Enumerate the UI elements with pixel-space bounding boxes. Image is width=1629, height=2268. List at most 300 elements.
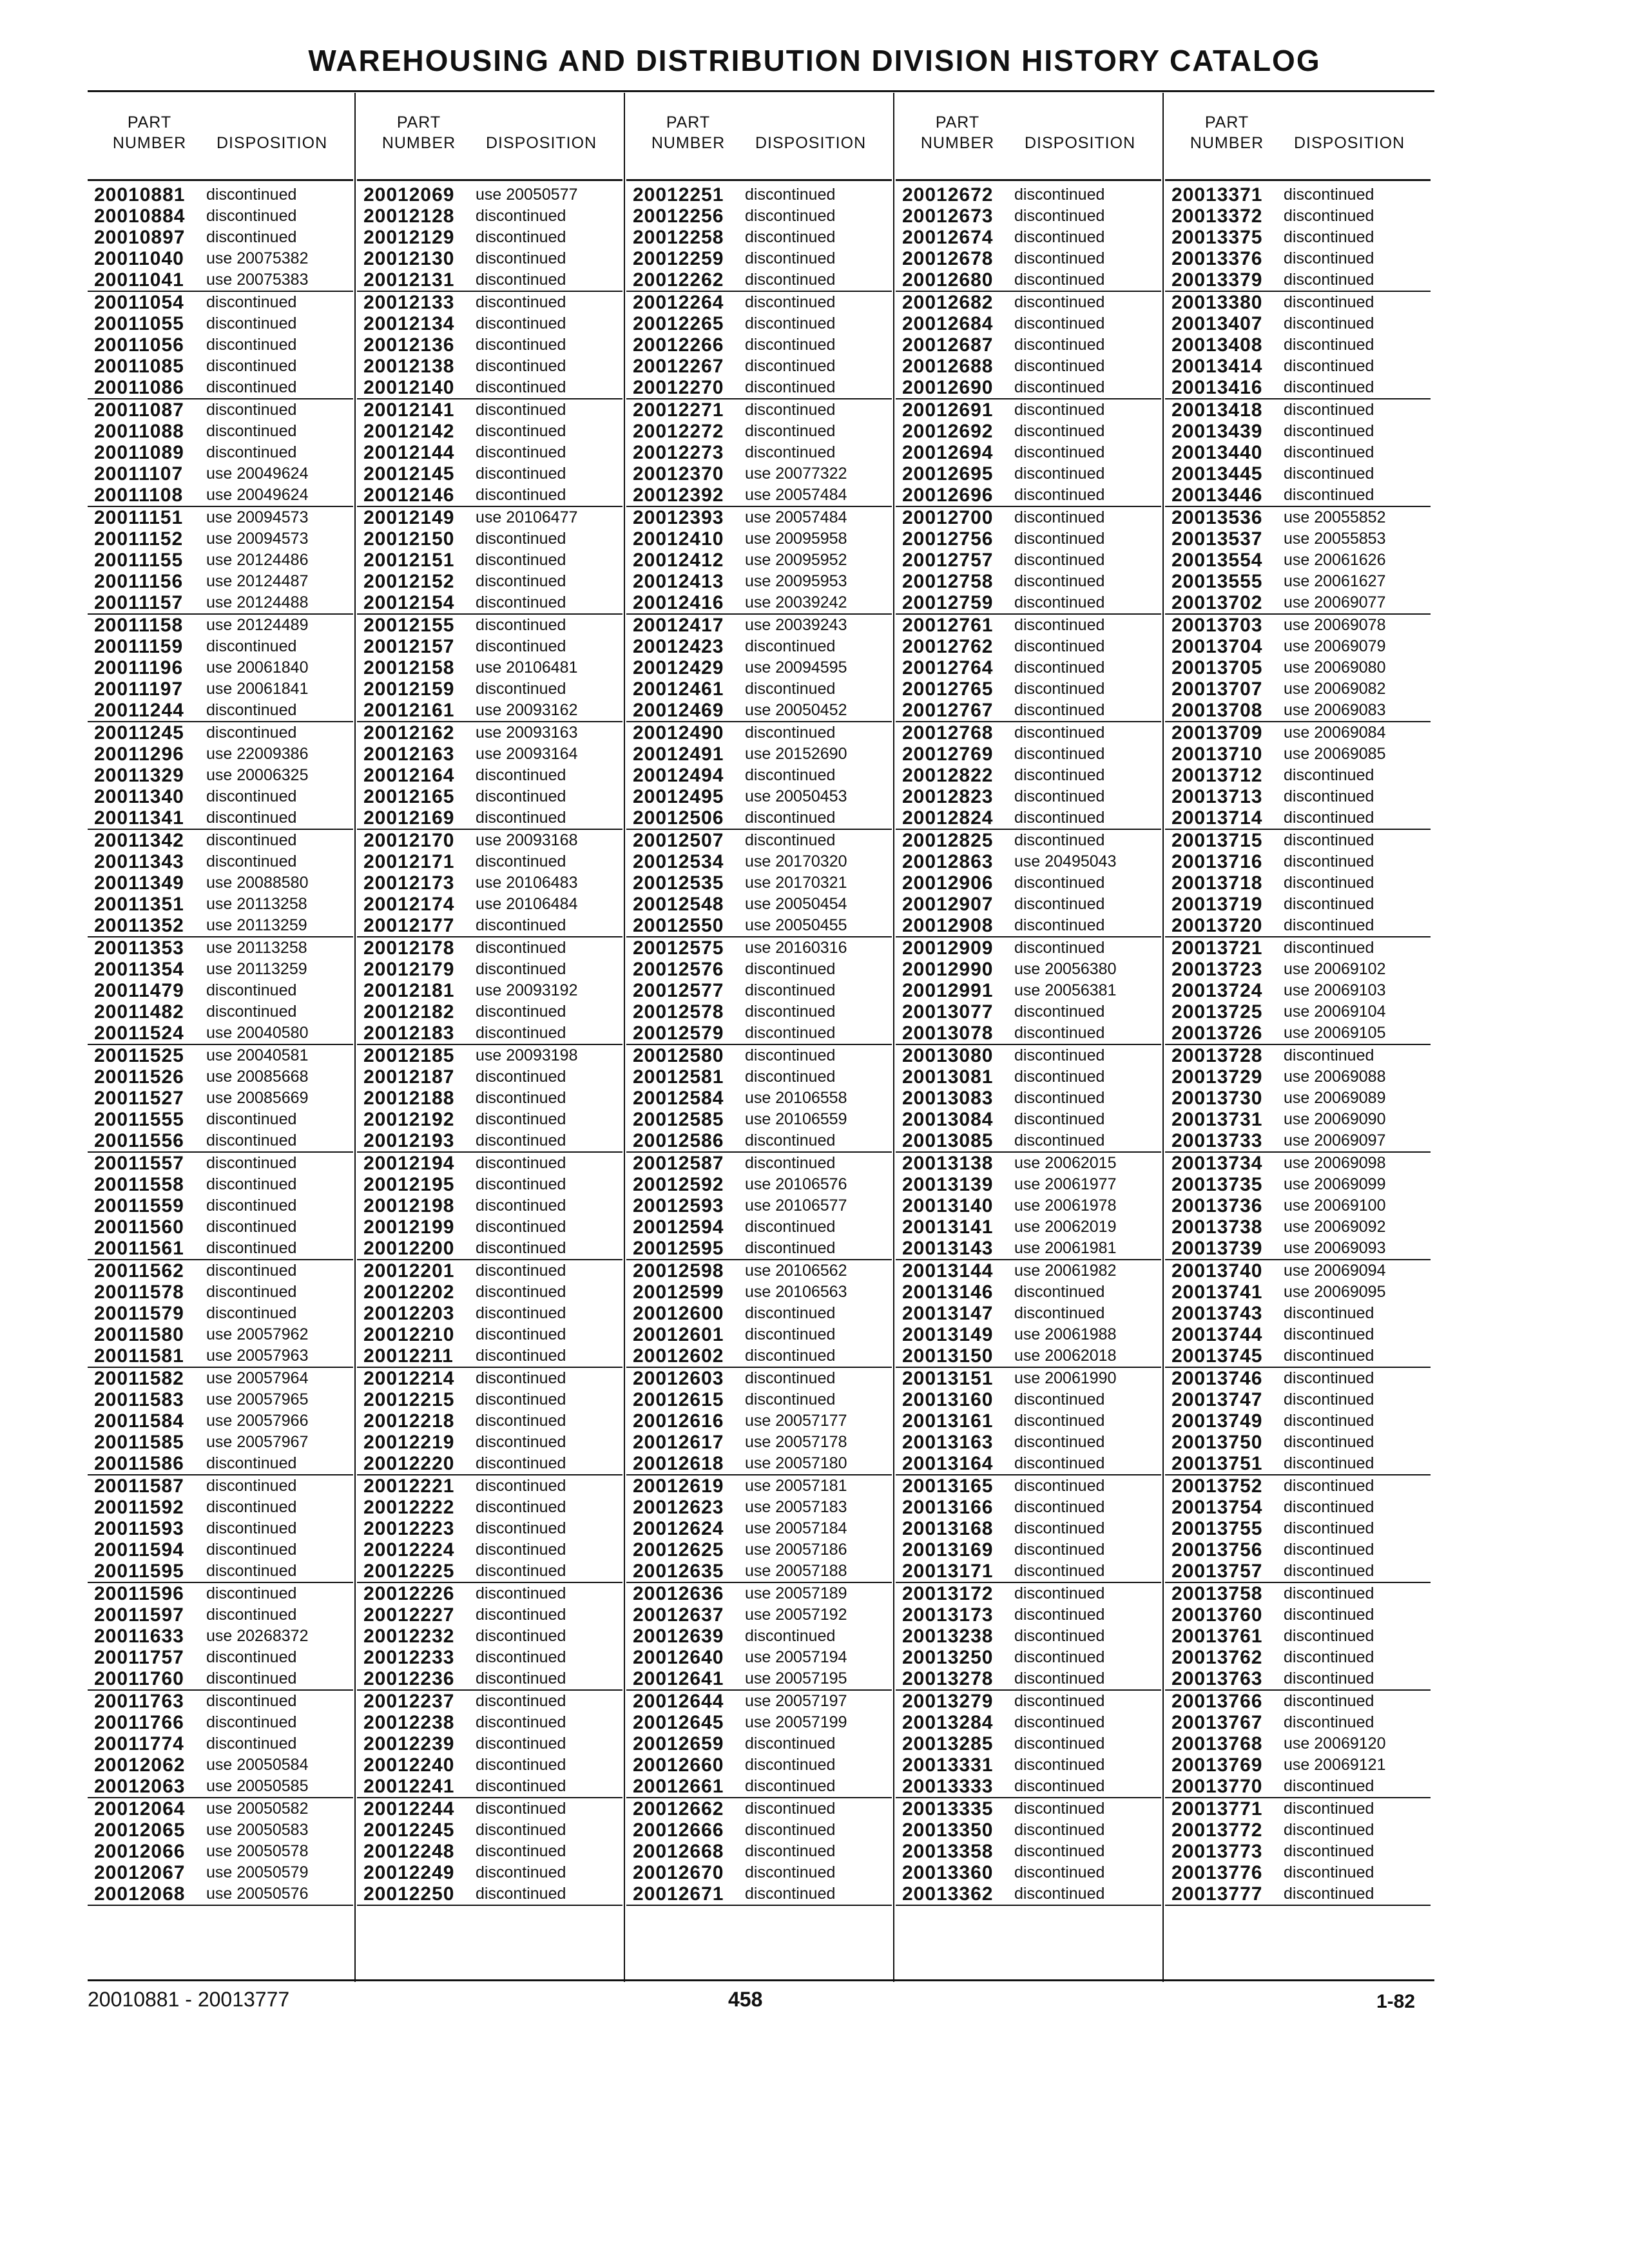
disposition: discontinued (206, 422, 297, 440)
part-number: 20011151 (94, 507, 184, 528)
disposition: discontinued (476, 336, 566, 354)
table-row (357, 1368, 622, 1389)
disposition: use 20106563 (745, 1283, 847, 1301)
part-number: 20012065 (94, 1820, 186, 1841)
table-row (896, 1841, 1161, 1862)
disposition: discontinued (476, 1842, 566, 1860)
part-number: 20011527 (94, 1088, 184, 1109)
disposition: use 20050453 (745, 787, 847, 805)
disposition: discontinued (206, 701, 297, 719)
table-row (88, 269, 353, 292)
disposition: discontinued (745, 1131, 836, 1149)
disposition: discontinued (206, 378, 297, 396)
table-row (1165, 399, 1431, 421)
disposition: discontinued (1014, 1777, 1105, 1795)
part-number: 20012264 (633, 292, 724, 313)
table-row (357, 1153, 622, 1174)
table-row (357, 1497, 622, 1518)
part-number: 20013278 (902, 1668, 994, 1689)
table-row (88, 313, 353, 334)
catalog-column (88, 93, 353, 1982)
disposition: use 20113259 (206, 916, 307, 934)
table-row (896, 722, 1161, 744)
disposition: discontinued (476, 1068, 566, 1086)
table-row (626, 463, 892, 485)
table-row (88, 227, 353, 248)
part-number: 20012244 (363, 1798, 455, 1820)
part-number: 20011343 (94, 851, 184, 872)
table-row (357, 1238, 622, 1260)
table-row (626, 528, 892, 550)
table-row (896, 830, 1161, 851)
disposition: discontinued (1284, 809, 1374, 827)
table-row (1165, 1023, 1431, 1045)
header-rule (88, 179, 353, 181)
table-row (896, 1130, 1161, 1153)
part-number: 20013762 (1171, 1647, 1263, 1668)
part-number: 20011562 (94, 1260, 184, 1282)
disposition: discontinued (206, 1110, 297, 1128)
disposition: discontinued (745, 207, 836, 225)
disposition: discontinued (745, 1154, 836, 1172)
part-number: 20012603 (633, 1368, 724, 1389)
disposition: use 20057178 (745, 1433, 847, 1451)
table-row (896, 1345, 1161, 1368)
table-row (626, 1345, 892, 1368)
disposition: discontinued (1284, 293, 1374, 311)
disposition: use 20006325 (206, 766, 309, 784)
disposition: discontinued (1284, 207, 1374, 225)
disposition: discontinued (745, 249, 836, 267)
table-row (1165, 1518, 1431, 1539)
part-number: 20012495 (633, 786, 724, 807)
table-row (626, 227, 892, 248)
table-row (1165, 700, 1431, 722)
disposition: use 20069097 (1284, 1131, 1386, 1149)
table-row (88, 765, 353, 786)
table-row (88, 292, 353, 313)
table-row (896, 227, 1161, 248)
part-number: 20012177 (363, 915, 455, 936)
disposition: discontinued (476, 1196, 566, 1215)
disposition: use 20062018 (1014, 1347, 1117, 1365)
disposition: discontinued (476, 1089, 566, 1107)
disposition: discontinued (1284, 895, 1374, 913)
part-number: 20011340 (94, 786, 184, 807)
disposition: discontinued (1014, 1110, 1105, 1128)
table-row (896, 1733, 1161, 1754)
table-row (357, 1798, 622, 1820)
disposition: discontinued (1014, 422, 1105, 440)
part-number: 20013081 (902, 1066, 994, 1088)
table-row (1165, 184, 1431, 206)
part-number: 20013147 (902, 1303, 994, 1324)
part-number: 20013741 (1171, 1282, 1263, 1303)
part-number: 20012154 (363, 592, 455, 613)
part-number: 20012593 (633, 1195, 724, 1216)
disposition: use 20069088 (1284, 1068, 1386, 1086)
disposition: use 20062019 (1014, 1218, 1117, 1236)
table-row (1165, 851, 1431, 872)
part-number: 20012265 (633, 313, 724, 334)
table-row (88, 248, 353, 269)
part-number: 20013238 (902, 1626, 994, 1647)
disposition: discontinued (1014, 1477, 1105, 1495)
disposition: discontinued (476, 1800, 566, 1818)
part-number: 20012595 (633, 1238, 724, 1259)
part-number: 20012182 (363, 1001, 455, 1023)
part-number: 20013165 (902, 1475, 994, 1497)
part-number-header (919, 112, 996, 153)
table-row (1165, 915, 1431, 937)
table-row (896, 1389, 1161, 1410)
header-rule (626, 179, 892, 181)
disposition: discontinued (476, 422, 566, 440)
part-number: 20013360 (902, 1862, 994, 1883)
part-number: 20011586 (94, 1453, 184, 1474)
table-row (626, 1841, 892, 1862)
table-row (626, 442, 892, 463)
disposition: use 20050576 (206, 1885, 309, 1903)
disposition: discontinued (476, 378, 566, 396)
table-row (357, 1647, 622, 1668)
part-number: 20012768 (902, 722, 994, 744)
part-number: 20012188 (363, 1088, 455, 1109)
part-number: 20012152 (363, 571, 455, 592)
table-row (896, 1604, 1161, 1626)
part-number: 20012262 (633, 269, 724, 291)
part-number: 20013333 (902, 1776, 994, 1797)
part-number: 20012769 (902, 744, 994, 765)
part-number: 20013754 (1171, 1497, 1263, 1518)
disposition: use 20057177 (745, 1412, 847, 1430)
table-row (896, 657, 1161, 678)
table-row (896, 678, 1161, 700)
disposition: discontinued (1284, 336, 1374, 354)
table-row (357, 442, 622, 463)
part-number: 20011152 (94, 528, 184, 550)
disposition: discontinued (1014, 293, 1105, 311)
disposition: discontinued (745, 422, 836, 440)
table-row (1165, 1691, 1431, 1712)
disposition: use 20077322 (745, 465, 847, 483)
disposition: discontinued (206, 809, 297, 827)
part-number: 20012756 (902, 528, 994, 550)
part-number: 20013712 (1171, 765, 1263, 786)
table-row (357, 1045, 622, 1066)
table-row (1165, 1282, 1431, 1303)
table-row (357, 915, 622, 937)
disposition: discontinued (476, 357, 566, 375)
part-number: 20012417 (633, 615, 724, 636)
disposition: use 20061988 (1014, 1325, 1117, 1343)
table-row (88, 851, 353, 872)
part-number: 20012682 (902, 292, 994, 313)
disposition: discontinued (1284, 249, 1374, 267)
part-number: 20013380 (1171, 292, 1263, 313)
part-number: 20012258 (633, 227, 724, 248)
part-number: 20013169 (902, 1539, 994, 1561)
part-number: 20011557 (94, 1153, 184, 1174)
part-number: 20012670 (633, 1862, 724, 1883)
disposition: use 20495043 (1014, 852, 1117, 870)
disposition: discontinued (1014, 1390, 1105, 1408)
disposition: use 20061627 (1284, 572, 1386, 590)
part-number: 20013149 (902, 1324, 994, 1345)
table-row (88, 442, 353, 463)
part-number: 20011055 (94, 313, 184, 334)
disposition: discontinued (745, 378, 836, 396)
disposition: discontinued (1014, 465, 1105, 483)
table-row (1165, 1604, 1431, 1626)
disposition: discontinued (476, 1347, 566, 1365)
disposition: discontinued (1284, 357, 1374, 375)
part-number: 20011582 (94, 1368, 184, 1389)
disposition: discontinued (1284, 486, 1374, 504)
part-number: 20012136 (363, 334, 455, 356)
part-number: 20012181 (363, 980, 455, 1001)
table-row (357, 1604, 622, 1626)
table-row (88, 1798, 353, 1820)
part-number: 20012185 (363, 1045, 455, 1066)
disposition: use 20075383 (206, 271, 309, 289)
part-header-line1: PART (666, 113, 711, 131)
disposition: discontinued (1014, 1562, 1105, 1580)
disposition: use 20057484 (745, 508, 847, 526)
part-number: 20013077 (902, 1001, 994, 1023)
table-row (357, 1583, 622, 1604)
table-row (357, 377, 622, 399)
table-row (896, 1475, 1161, 1497)
part-number: 20012907 (902, 894, 994, 915)
table-row (88, 421, 353, 442)
table-row (88, 1883, 353, 1906)
table-row (88, 807, 353, 830)
part-number: 20013144 (902, 1260, 994, 1282)
disposition: use 20061840 (206, 658, 309, 677)
column-header (1165, 112, 1431, 177)
part-header-line1: PART (396, 113, 441, 131)
part-number: 20013719 (1171, 894, 1263, 915)
disposition: use 20057197 (745, 1692, 847, 1710)
part-number: 20012133 (363, 292, 455, 313)
disposition: discontinued (476, 1283, 566, 1301)
part-number: 20012461 (633, 678, 724, 700)
table-row (88, 959, 353, 980)
part-number: 20011594 (94, 1539, 184, 1561)
part-number: 20012393 (633, 507, 724, 528)
disposition: discontinued (1014, 1648, 1105, 1666)
part-number: 20012587 (633, 1153, 724, 1174)
part-number: 20011329 (94, 765, 184, 786)
disposition: discontinued (1014, 939, 1105, 957)
table-row (626, 1303, 892, 1324)
table-row (88, 1410, 353, 1432)
part-number: 20011596 (94, 1583, 184, 1604)
part-number: 20012215 (363, 1389, 455, 1410)
disposition: use 20088580 (206, 874, 309, 892)
part-number: 20012159 (363, 678, 455, 700)
table-row (896, 248, 1161, 269)
disposition: use 20050454 (745, 895, 847, 913)
table-row (896, 1260, 1161, 1282)
disposition: use 20069104 (1284, 1003, 1386, 1021)
part-number: 20012272 (633, 421, 724, 442)
disposition: discontinued (1014, 1024, 1105, 1042)
disposition: discontinued (476, 1863, 566, 1881)
part-header-line1: PART (127, 113, 172, 131)
part-number: 20013738 (1171, 1216, 1263, 1238)
table-row (896, 1820, 1161, 1841)
column-divider (624, 93, 625, 1982)
table-row (1165, 292, 1431, 313)
disposition: discontinued (1014, 1433, 1105, 1451)
table-row (896, 1561, 1161, 1583)
disposition: use 20106558 (745, 1089, 847, 1107)
disposition: discontinued (206, 207, 297, 225)
part-number: 20012429 (633, 657, 724, 678)
disposition: use 20062015 (1014, 1154, 1117, 1172)
part-number: 20011560 (94, 1216, 184, 1238)
table-row (626, 722, 892, 744)
part-number: 20011196 (94, 657, 184, 678)
disposition: use 20095952 (745, 551, 847, 569)
table-row (626, 399, 892, 421)
part-number: 20013771 (1171, 1798, 1263, 1820)
disposition: use 20061977 (1014, 1175, 1117, 1193)
table-row (357, 851, 622, 872)
rows-container (88, 184, 353, 1906)
table-row (357, 1260, 622, 1282)
disposition: use 20069102 (1284, 960, 1386, 978)
part-number: 20012692 (902, 421, 994, 442)
disposition: discontinued (476, 1777, 566, 1795)
part-number: 20012644 (633, 1691, 724, 1712)
part-number: 20012164 (363, 765, 455, 786)
part-number: 20013331 (902, 1754, 994, 1776)
table-row (88, 700, 353, 722)
table-row (626, 1754, 892, 1776)
table-row (88, 1088, 353, 1109)
table-row (626, 1561, 892, 1583)
part-number: 20012203 (363, 1303, 455, 1324)
disposition: use 20152690 (745, 745, 847, 763)
part-number: 20013164 (902, 1453, 994, 1474)
part-number: 20012170 (363, 830, 455, 851)
part-number-header (380, 112, 458, 153)
disposition: use 20069089 (1284, 1089, 1386, 1107)
table-row (896, 442, 1161, 463)
table-row (88, 1324, 353, 1345)
table-row (88, 1130, 353, 1153)
part-number: 20012863 (902, 851, 994, 872)
disposition: discontinued (1014, 1283, 1105, 1301)
table-row (88, 830, 353, 851)
part-number: 20012134 (363, 313, 455, 334)
disposition: discontinued (1284, 1713, 1374, 1731)
table-row (626, 1153, 892, 1174)
disposition: discontinued (476, 1131, 566, 1149)
disposition: discontinued (1014, 207, 1105, 225)
disposition: discontinued (206, 852, 297, 870)
part-number: 20012678 (902, 248, 994, 269)
part-number: 20013750 (1171, 1432, 1263, 1453)
part-number: 20011561 (94, 1238, 184, 1259)
part-number: 20012696 (902, 485, 994, 506)
disposition: discontinued (476, 1218, 566, 1236)
disposition: use 20069083 (1284, 701, 1386, 719)
table-row (626, 1282, 892, 1303)
disposition: use 20057967 (206, 1433, 309, 1451)
rows-container (896, 184, 1161, 1906)
disposition: discontinued (1284, 852, 1374, 870)
table-row (626, 184, 892, 206)
footer-rule (88, 1979, 1434, 1981)
part-number: 20013143 (902, 1238, 994, 1259)
part-number: 20010884 (94, 206, 186, 227)
table-row (626, 959, 892, 980)
disposition: use 20113259 (206, 960, 307, 978)
part-number: 20012169 (363, 807, 455, 829)
disposition: discontinued (476, 787, 566, 805)
disposition: discontinued (1284, 1390, 1374, 1408)
table-row (626, 1668, 892, 1691)
table-row (626, 1798, 892, 1820)
part-number: 20013375 (1171, 227, 1263, 248)
part-number: 20012640 (633, 1647, 724, 1668)
table-row (1165, 463, 1431, 485)
table-row (896, 1518, 1161, 1539)
table-row (626, 744, 892, 765)
column-header (357, 112, 622, 177)
table-row (626, 1862, 892, 1883)
disposition-header: DISPOSITION (1025, 134, 1136, 152)
table-row (896, 528, 1161, 550)
part-number: 20013168 (902, 1518, 994, 1539)
table-row (896, 1798, 1161, 1820)
disposition: discontinued (206, 186, 297, 204)
table-row (1165, 1647, 1431, 1668)
part-number: 20012068 (94, 1883, 186, 1905)
disposition: discontinued (1284, 443, 1374, 461)
table-row (626, 1216, 892, 1238)
table-row (1165, 485, 1431, 507)
disposition: discontinued (745, 809, 836, 827)
table-row (88, 1282, 353, 1303)
table-row (88, 786, 353, 807)
table-row (896, 807, 1161, 830)
table-row (357, 399, 622, 421)
table-row (896, 1195, 1161, 1216)
part-number: 20012202 (363, 1282, 455, 1303)
part-number: 20012672 (902, 184, 994, 206)
disposition: discontinued (745, 1777, 836, 1795)
table-row (626, 1023, 892, 1045)
part-number: 20013735 (1171, 1174, 1263, 1195)
disposition: discontinued (1284, 1821, 1374, 1839)
table-row (1165, 1841, 1431, 1862)
disposition: use 20050579 (206, 1863, 309, 1881)
table-row (357, 1475, 622, 1497)
part-number: 20012660 (633, 1754, 724, 1776)
disposition: use 20093192 (476, 981, 578, 999)
part-number: 20011580 (94, 1324, 184, 1345)
part-number: 20013440 (1171, 442, 1263, 463)
disposition: discontinued (1014, 637, 1105, 655)
table-row (626, 1195, 892, 1216)
part-number: 20012578 (633, 1001, 724, 1023)
disposition: discontinued (476, 1541, 566, 1559)
